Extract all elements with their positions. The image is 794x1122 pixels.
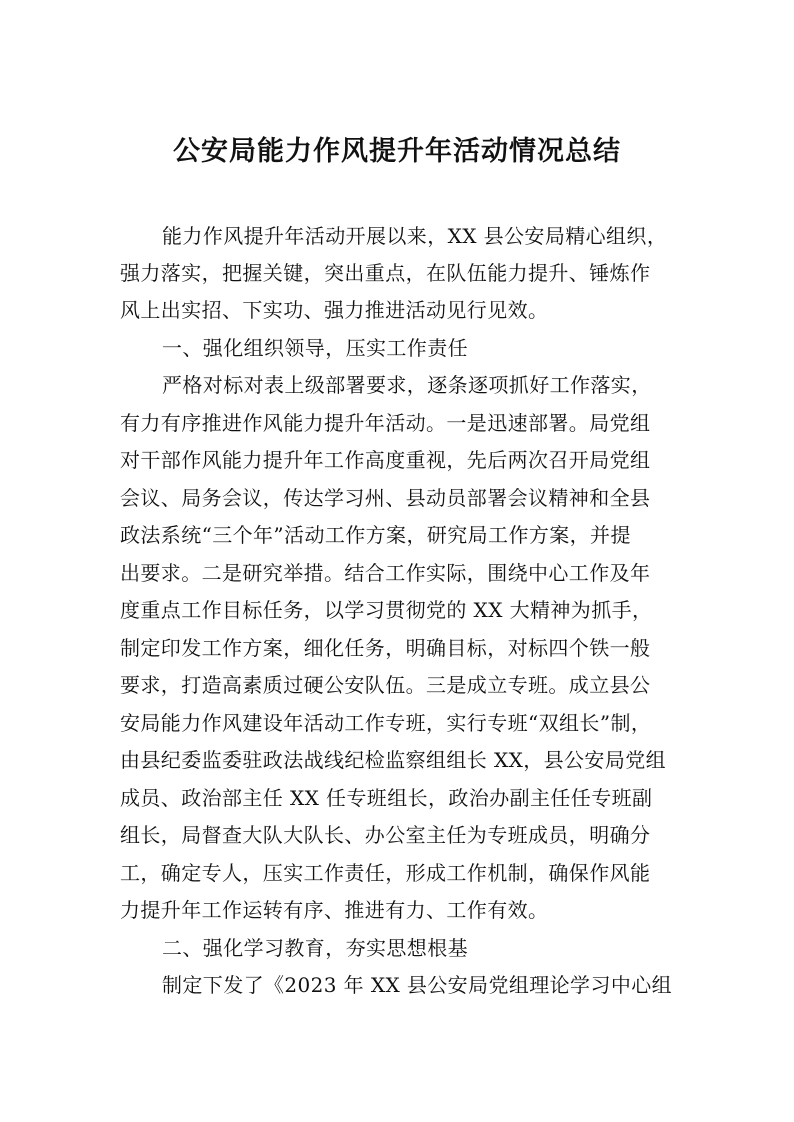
paragraph-line: 成员、政治部主任 XX 任专班组长，政治办副主任任专班副 bbox=[120, 786, 653, 810]
paragraph-line: 严格对标对表上级部署要求，逐条逐项抓好工作落实， bbox=[162, 373, 652, 397]
paragraph-line: 强力落实，把握关键，突出重点，在队伍能力提升、锤炼作 bbox=[120, 261, 651, 285]
paragraph-line: 能力作风提升年活动开展以来，XX 县公安局精心组织， bbox=[162, 224, 668, 248]
section-heading: 一、强化组织领导，压实工作责任 bbox=[162, 336, 468, 360]
paragraph-line: 对干部作风能力提升年工作高度重视，先后两次召开局党组 bbox=[120, 448, 651, 472]
paragraph-line: 工，确定专人，压实工作责任，形成工作机制，确保作风能 bbox=[120, 861, 651, 885]
paragraph-line: 组长，局督查大队大队长、办公室主任为专班成员，明确分 bbox=[120, 823, 651, 847]
paragraph-line: 有力有序推进作风能力提升年活动。一是迅速部署。局党组 bbox=[120, 411, 651, 435]
paragraph-line: 由县纪委监委驻政法战线纪检监察组组长 XX，县公安局党组 bbox=[120, 748, 667, 772]
paragraph-line: 出要求。二是研究举措。结合工作实际，围绕中心工作及年 bbox=[120, 561, 651, 585]
paragraph-line: 力提升年工作运转有序、推进有力、工作有效。 bbox=[120, 898, 549, 922]
paragraph-line: 制定印发工作方案，细化任务，明确目标，对标四个铁一般 bbox=[120, 636, 651, 660]
paragraph-line: 要求，打造高素质过硬公安队伍。三是成立专班。成立县公 bbox=[120, 673, 651, 697]
paragraph-line: 政法系统“三个年”活动工作方案，研究局工作方案，并提 bbox=[120, 523, 631, 547]
document-title: 公安局能力作风提升年活动情况总结 bbox=[173, 136, 621, 167]
paragraph-line: 度重点工作目标任务，以学习贯彻党的 XX 大精神为抓手， bbox=[120, 598, 653, 622]
paragraph-line: 会议、局务会议，传达学习州、县动员部署会议精神和全县 bbox=[120, 486, 651, 510]
paragraph-line: 风上出实招、下实功、强力推进活动见行见效。 bbox=[120, 298, 549, 322]
paragraph-line: 安局能力作风建设年活动工作专班，实行专班“双组长”制， bbox=[120, 711, 652, 735]
paragraph-line: 制定下发了《2023 年 XX 县公安局党组理论学习中心组 bbox=[162, 973, 673, 997]
section-heading: 二、强化学习教育，夯实思想根基 bbox=[162, 936, 468, 960]
